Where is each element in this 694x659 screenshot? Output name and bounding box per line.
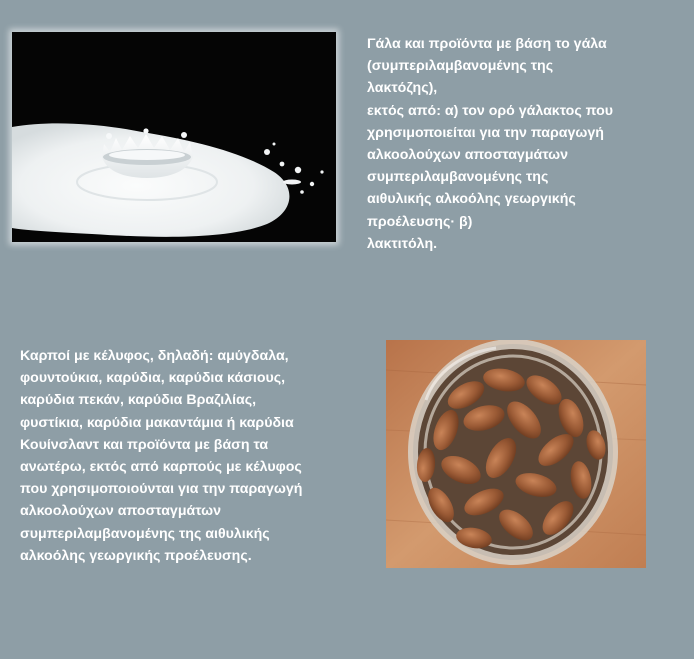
nuts-allergen-text: Καρποί με κέλυφος, δηλαδή: αμύγδαλα, φουντούκια, καρύδια, καρύδια κάσιους, καρύδια πεκάν, καρύδια Βραζιλίας, φυστίκια, καρύδια μακαντάμια ή καρύδια Κουίνσλαντ και προϊόντα με βάση τα ανωτέρω, εκτός από καρπούς με κέλυφος που χρησιμοποιούνται για την παραγωγή αλκοολούχων αποσταγμάτων συμπεριλαμβανομένης της αιθυλικής αλκοόλης γεωργικής προέλευσης.: [20, 348, 303, 564]
milk-splash-image: [12, 32, 336, 242]
almonds-jar-image: [386, 340, 646, 568]
milk-allergen-text: Γάλα και προϊόντα με βάση το γάλα (συμπεριλαμβανομένης της λακτόζης), εκτός από: α) τον ορό γάλακτος που χρησιμοποιείται για την παραγωγή αλκοολούχων αποσταγμάτων συμπεριλαμβανομένης της αιθυλικής αλκοόλης γεωργικής προέλευσης· β) λακτιτόλη.: [367, 36, 614, 252]
